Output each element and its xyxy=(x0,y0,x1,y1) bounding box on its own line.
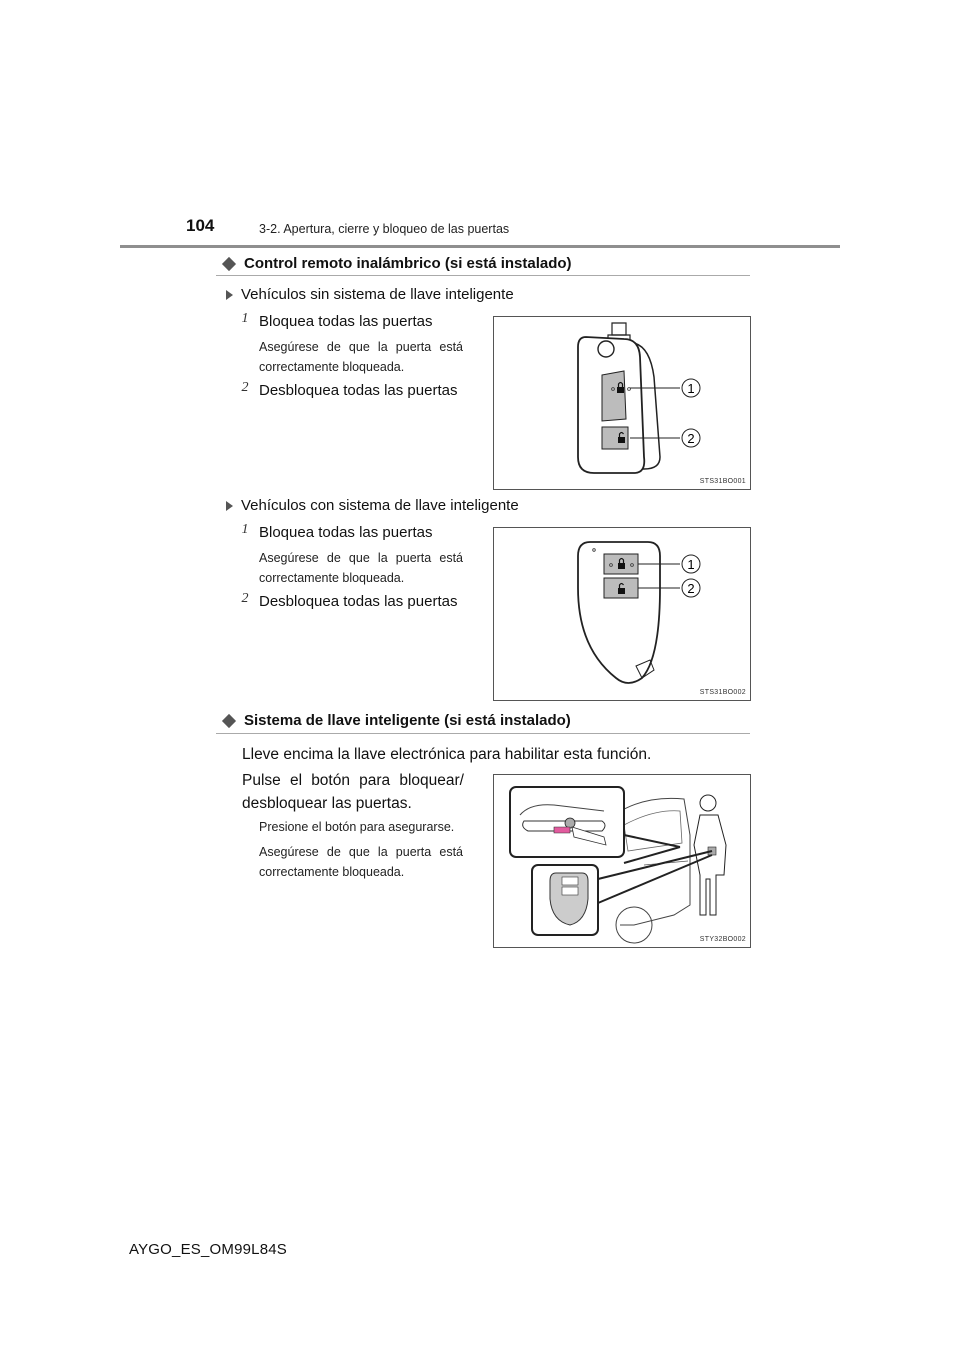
step-lock-all: Bloquea todas las puertas xyxy=(259,524,433,541)
figure-code: STS31BO001 xyxy=(699,478,746,485)
figure-smart-key xyxy=(493,527,751,701)
smart-key-illustration xyxy=(494,528,750,700)
section-title: 3-2. Apertura, cierre y bloqueo de las puertas xyxy=(259,222,510,236)
step-number-2: 2 xyxy=(241,591,249,606)
note-check-locked: Asegúrese de que la puerta está correctamente bloqueada. xyxy=(259,340,463,374)
section-heading-remote xyxy=(222,255,572,272)
step-number-1: 1 xyxy=(241,311,249,326)
callout-2: 2 xyxy=(687,581,695,596)
subheading-text: Vehículos con sistema de llave inteligente xyxy=(241,497,519,514)
note-check-locked: Asegúrese de que la puerta está correctamente bloqueada. xyxy=(259,551,463,585)
note-press-button: Presione el botón para asegurarse. xyxy=(259,820,455,834)
section-heading-smart-key xyxy=(222,712,571,729)
step-unlock-all: Desbloquea todas las puertas xyxy=(259,382,458,399)
heading-divider xyxy=(216,733,750,734)
heading-text: Sistema de llave inteligente (si está instalado) xyxy=(244,712,571,729)
callout-1: 1 xyxy=(687,557,695,572)
door-handle-illustration xyxy=(494,775,750,947)
instruction-text: Pulse el botón para bloquear/ desbloquear las puertas. xyxy=(242,772,464,812)
subheading-text: Vehículos sin sistema de llave inteligente xyxy=(241,286,514,303)
step-unlock-all: Desbloquea todas las puertas xyxy=(259,593,458,610)
header-divider xyxy=(120,245,840,248)
figure-code: STS31BO002 xyxy=(699,689,746,696)
triangle-bullet-icon xyxy=(226,501,233,511)
step-number-1: 1 xyxy=(241,522,249,537)
callout-1: 1 xyxy=(687,381,695,396)
flip-key-illustration xyxy=(494,317,750,489)
document-code: AYGO_ES_OM99L84S xyxy=(129,1241,288,1258)
page-number: 104 xyxy=(186,216,215,235)
step-lock-all: Bloquea todas las puertas xyxy=(259,313,433,330)
diamond-bullet-icon xyxy=(222,713,236,727)
triangle-bullet-icon xyxy=(226,290,233,300)
diamond-bullet-icon xyxy=(222,256,236,270)
figure-code: STY32BO002 xyxy=(699,936,746,943)
heading-divider xyxy=(216,275,750,276)
subheading-no-smart-key xyxy=(226,286,514,303)
heading-text: Control remoto inalámbrico (si está instalado) xyxy=(244,255,572,272)
figure-flip-key xyxy=(493,316,751,490)
callout-2: 2 xyxy=(687,431,695,446)
note-check-locked: Asegúrese de que la puerta está correctamente bloqueada. xyxy=(259,845,463,879)
intro-text: Lleve encima la llave electrónica para habilitar esta función. xyxy=(242,746,652,763)
step-number-2: 2 xyxy=(241,380,249,395)
subheading-smart-key xyxy=(226,497,519,514)
figure-door-handle xyxy=(493,774,751,948)
